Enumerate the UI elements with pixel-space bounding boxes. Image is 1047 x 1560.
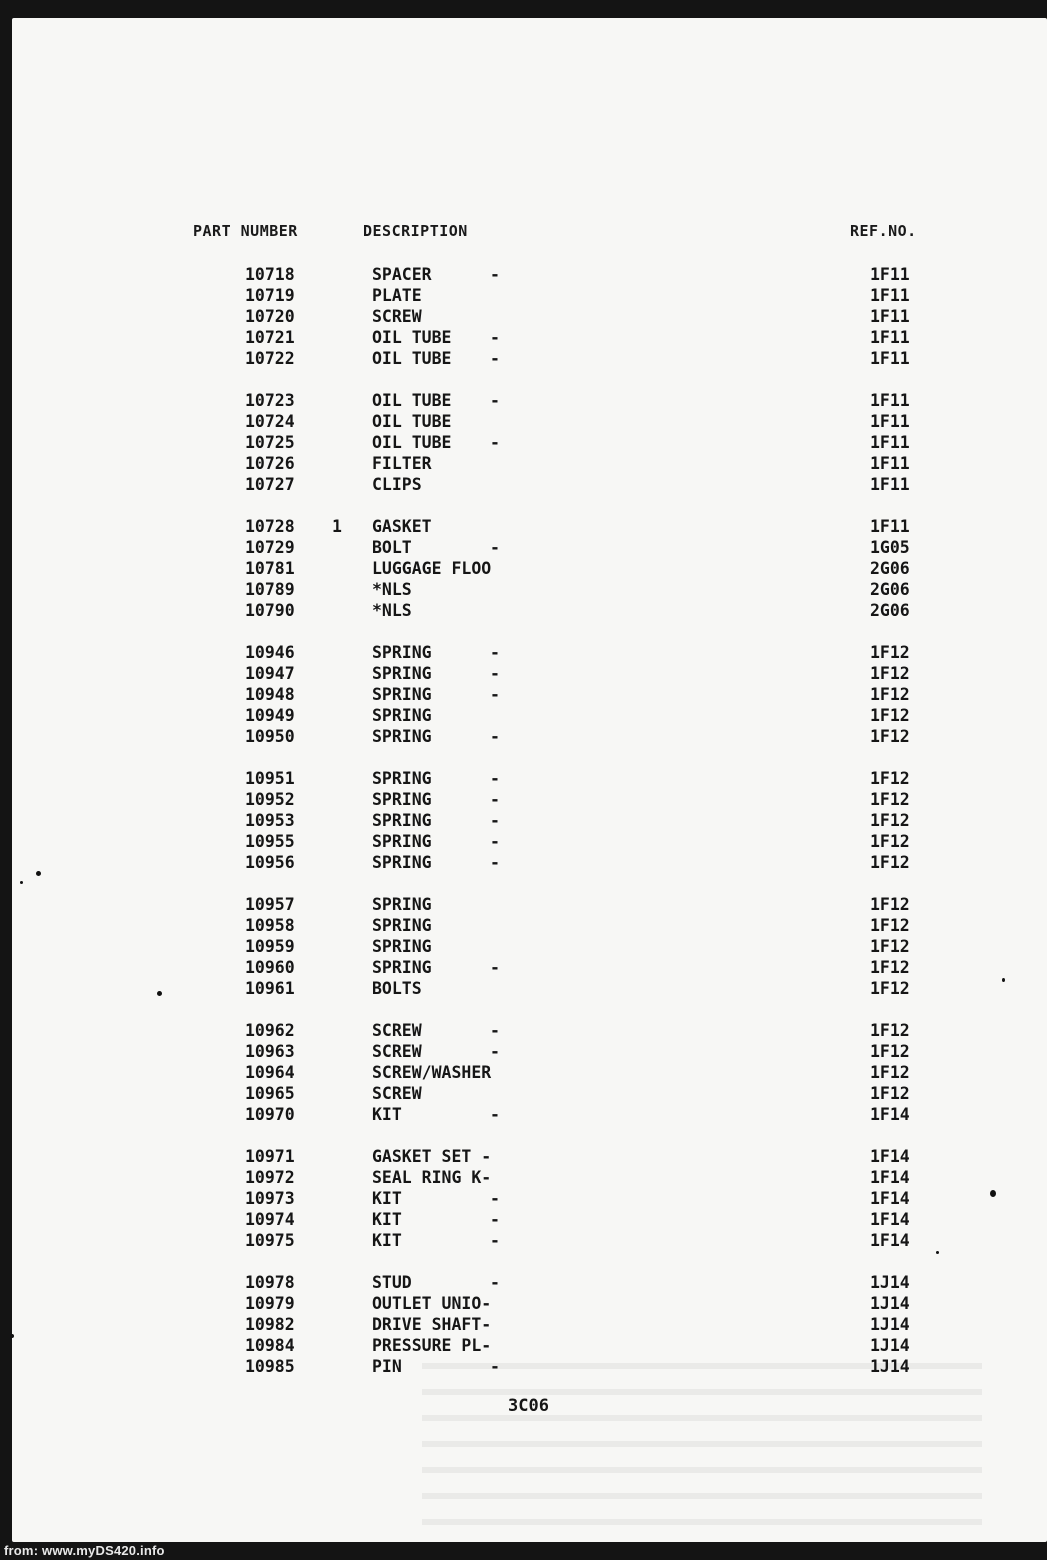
dash-mark: - <box>490 811 500 830</box>
part-number: 10721 <box>245 328 295 347</box>
part-number: 10723 <box>245 391 295 410</box>
table-row <box>12 1230 1047 1251</box>
scan-speck <box>157 991 162 996</box>
header-ref-no: REF.NO. <box>850 222 917 240</box>
ref-no: 1F12 <box>870 916 910 935</box>
ref-no: 1F12 <box>870 1084 910 1103</box>
scan-speck <box>10 1334 14 1338</box>
table-row <box>12 579 1047 600</box>
row-group <box>12 1272 1047 1377</box>
row-group <box>12 1146 1047 1251</box>
dash-mark: - <box>490 433 500 452</box>
description: PLATE <box>372 286 422 305</box>
dash-mark: - <box>490 1231 500 1250</box>
ref-no: 2G06 <box>870 601 910 620</box>
description: SPRING <box>372 664 432 683</box>
table-row <box>12 684 1047 705</box>
ref-no: 1F11 <box>870 454 910 473</box>
part-number: 10965 <box>245 1084 295 1103</box>
row-group <box>12 1020 1047 1125</box>
description: BOLT <box>372 538 412 557</box>
part-number: 10781 <box>245 559 295 578</box>
ref-no: 1J14 <box>870 1357 910 1376</box>
ref-no: 1F14 <box>870 1147 910 1166</box>
table-row <box>12 453 1047 474</box>
part-number: 10727 <box>245 475 295 494</box>
description: KIT <box>372 1210 402 1229</box>
ref-no: 1F11 <box>870 349 910 368</box>
description: SPRING <box>372 937 432 956</box>
table-row <box>12 327 1047 348</box>
description: SPRING <box>372 916 432 935</box>
part-number: 10722 <box>245 349 295 368</box>
part-number: 10720 <box>245 307 295 326</box>
part-number: 10984 <box>245 1336 295 1355</box>
description: FILTER <box>372 454 432 473</box>
dash-mark: - <box>490 1357 500 1376</box>
table-row <box>12 894 1047 915</box>
dash-mark: - <box>490 685 500 704</box>
ref-no: 1F12 <box>870 832 910 851</box>
table-row <box>12 726 1047 747</box>
row-group <box>12 516 1047 621</box>
ref-no: 1F12 <box>870 1042 910 1061</box>
part-number: 10953 <box>245 811 295 830</box>
description: SCREW <box>372 1084 422 1103</box>
ref-no: 1F11 <box>870 412 910 431</box>
part-number: 10728 <box>245 517 295 536</box>
table-row <box>12 768 1047 789</box>
description: SPRING <box>372 832 432 851</box>
row-group <box>12 264 1047 369</box>
table-row <box>12 1146 1047 1167</box>
ref-no: 1F12 <box>870 895 910 914</box>
table-row <box>12 1356 1047 1377</box>
scan-speck <box>936 1251 939 1254</box>
description: PIN <box>372 1357 402 1376</box>
ref-no: 1F12 <box>870 769 910 788</box>
ref-no: 1J14 <box>870 1294 910 1313</box>
scan-speck <box>36 871 41 876</box>
ref-no: 1J14 <box>870 1273 910 1292</box>
part-number: 10957 <box>245 895 295 914</box>
ref-no: 1F14 <box>870 1210 910 1229</box>
description: OIL TUBE <box>372 391 452 410</box>
table-row <box>12 264 1047 285</box>
table-row <box>12 1104 1047 1125</box>
description: SCREW <box>372 1021 422 1040</box>
table-row <box>12 1041 1047 1062</box>
dash-mark: - <box>490 643 500 662</box>
dash-mark: - <box>490 265 500 284</box>
ref-no: 1F14 <box>870 1231 910 1250</box>
ref-no: 1F12 <box>870 937 910 956</box>
part-number: 10950 <box>245 727 295 746</box>
description: OUTLET UNIO- <box>372 1294 492 1313</box>
ref-no: 1F11 <box>870 307 910 326</box>
ref-no: 1F11 <box>870 391 910 410</box>
dash-mark: - <box>490 790 500 809</box>
table-row <box>12 1062 1047 1083</box>
description: KIT <box>372 1105 402 1124</box>
table-row <box>12 558 1047 579</box>
description: STUD <box>372 1273 412 1292</box>
part-number: 10952 <box>245 790 295 809</box>
part-number: 10948 <box>245 685 295 704</box>
table-row <box>12 810 1047 831</box>
description: SCREW/WASHER <box>372 1063 492 1082</box>
description: KIT <box>372 1189 402 1208</box>
table-row <box>12 852 1047 873</box>
part-number: 10789 <box>245 580 295 599</box>
part-number: 10971 <box>245 1147 295 1166</box>
ref-no: 1F12 <box>870 685 910 704</box>
row-group <box>12 642 1047 747</box>
dash-mark: - <box>490 1273 500 1292</box>
ref-no: 1F12 <box>870 1063 910 1082</box>
dash-mark: - <box>490 832 500 851</box>
table-row <box>12 642 1047 663</box>
ref-no: 1F12 <box>870 790 910 809</box>
description: SPACER <box>372 265 432 284</box>
part-number: 10978 <box>245 1273 295 1292</box>
part-number: 10726 <box>245 454 295 473</box>
ref-no: 1J14 <box>870 1315 910 1334</box>
part-number: 10951 <box>245 769 295 788</box>
ref-no: 1F14 <box>870 1105 910 1124</box>
ref-no: 1G05 <box>870 538 910 557</box>
table-row <box>12 957 1047 978</box>
table-row <box>12 789 1047 810</box>
document-page <box>12 18 1047 1542</box>
ref-no: 2G06 <box>870 580 910 599</box>
description: SPRING <box>372 811 432 830</box>
part-number: 10955 <box>245 832 295 851</box>
part-number: 10725 <box>245 433 295 452</box>
dash-mark: - <box>490 1189 500 1208</box>
description: SPRING <box>372 643 432 662</box>
description: OIL TUBE <box>372 433 452 452</box>
part-number: 10947 <box>245 664 295 683</box>
part-number: 10790 <box>245 601 295 620</box>
ref-no: 1F12 <box>870 664 910 683</box>
table-row <box>12 474 1047 495</box>
dash-mark: - <box>490 538 500 557</box>
table-row <box>12 1335 1047 1356</box>
scan-speck <box>990 1190 996 1197</box>
ref-no: 1F12 <box>870 643 910 662</box>
dash-mark: - <box>490 1105 500 1124</box>
ref-no: 1J14 <box>870 1336 910 1355</box>
dash-mark: - <box>490 853 500 872</box>
part-number: 10979 <box>245 1294 295 1313</box>
part-number: 10961 <box>245 979 295 998</box>
part-number: 10982 <box>245 1315 295 1334</box>
parts-list <box>12 264 1047 1398</box>
description: CLIPS <box>372 475 422 494</box>
description: *NLS <box>372 580 412 599</box>
part-number: 10946 <box>245 643 295 662</box>
ref-no: 1F11 <box>870 517 910 536</box>
ref-no: 1F12 <box>870 727 910 746</box>
description: OIL TUBE <box>372 349 452 368</box>
description: DRIVE SHAFT- <box>372 1315 492 1334</box>
ref-no: 1F12 <box>870 853 910 872</box>
table-row <box>12 600 1047 621</box>
table-row <box>12 705 1047 726</box>
part-number: 10985 <box>245 1357 295 1376</box>
part-number: 10970 <box>245 1105 295 1124</box>
ref-no: 1F12 <box>870 979 910 998</box>
table-row <box>12 1188 1047 1209</box>
description: SPRING <box>372 895 432 914</box>
part-number: 10972 <box>245 1168 295 1187</box>
description: OIL TUBE <box>372 412 452 431</box>
table-row <box>12 285 1047 306</box>
part-number: 10718 <box>245 265 295 284</box>
part-number: 10724 <box>245 412 295 431</box>
table-row <box>12 915 1047 936</box>
header-part-number: PART NUMBER <box>193 222 298 240</box>
ref-no: 1F11 <box>870 286 910 305</box>
dash-mark: - <box>490 727 500 746</box>
table-row <box>12 390 1047 411</box>
ref-no: 1F12 <box>870 958 910 977</box>
part-number: 10963 <box>245 1042 295 1061</box>
table-row <box>12 1209 1047 1230</box>
row-group <box>12 768 1047 873</box>
ref-no: 1F11 <box>870 328 910 347</box>
table-row <box>12 516 1047 537</box>
dash-mark: - <box>490 1210 500 1229</box>
table-row <box>12 1020 1047 1041</box>
source-watermark: from: www.myDS420.info <box>4 1543 165 1558</box>
ref-no: 1F12 <box>870 1021 910 1040</box>
row-group <box>12 390 1047 495</box>
part-number: 10964 <box>245 1063 295 1082</box>
table-row <box>12 1083 1047 1104</box>
part-number: 10960 <box>245 958 295 977</box>
part-number: 10729 <box>245 538 295 557</box>
part-number: 10959 <box>245 937 295 956</box>
description: GASKET <box>372 517 432 536</box>
part-number: 10962 <box>245 1021 295 1040</box>
ref-no: 1F11 <box>870 265 910 284</box>
description: SPRING <box>372 706 432 725</box>
table-row <box>12 978 1047 999</box>
page-code: 3C06 <box>508 1396 549 1416</box>
part-number: 10956 <box>245 853 295 872</box>
ref-no: 1F14 <box>870 1189 910 1208</box>
description: OIL TUBE <box>372 328 452 347</box>
part-number: 10974 <box>245 1210 295 1229</box>
ref-no: 2G06 <box>870 559 910 578</box>
scan-speck <box>20 881 23 884</box>
ref-no: 1F11 <box>870 475 910 494</box>
description: SPRING <box>372 685 432 704</box>
description: LUGGAGE FLOO <box>372 559 492 578</box>
table-row <box>12 306 1047 327</box>
description: SEAL RING K- <box>372 1168 492 1187</box>
table-row <box>12 1293 1047 1314</box>
quantity: 1 <box>332 517 342 536</box>
part-number: 10949 <box>245 706 295 725</box>
description: BOLTS <box>372 979 422 998</box>
table-row <box>12 1314 1047 1335</box>
table-row <box>12 411 1047 432</box>
ref-no: 1F12 <box>870 706 910 725</box>
header-description: DESCRIPTION <box>363 222 468 240</box>
table-row <box>12 348 1047 369</box>
part-number: 10973 <box>245 1189 295 1208</box>
dash-mark: - <box>490 391 500 410</box>
dash-mark: - <box>490 664 500 683</box>
part-number: 10975 <box>245 1231 295 1250</box>
table-row <box>12 1167 1047 1188</box>
description: *NLS <box>372 601 412 620</box>
ref-no: 1F14 <box>870 1168 910 1187</box>
table-row <box>12 1272 1047 1293</box>
row-group <box>12 894 1047 999</box>
description: PRESSURE PL- <box>372 1336 492 1355</box>
dash-mark: - <box>490 1021 500 1040</box>
table-row <box>12 663 1047 684</box>
table-row <box>12 537 1047 558</box>
dash-mark: - <box>490 958 500 977</box>
part-number: 10958 <box>245 916 295 935</box>
description: SPRING <box>372 769 432 788</box>
description: SCREW <box>372 1042 422 1061</box>
dash-mark: - <box>490 328 500 347</box>
table-row <box>12 936 1047 957</box>
description: GASKET SET - <box>372 1147 492 1166</box>
description: SPRING <box>372 790 432 809</box>
scan-speck <box>1002 978 1005 982</box>
table-row <box>12 831 1047 852</box>
dash-mark: - <box>490 769 500 788</box>
dash-mark: - <box>490 349 500 368</box>
table-row <box>12 432 1047 453</box>
description: SPRING <box>372 958 432 977</box>
part-number: 10719 <box>245 286 295 305</box>
description: SPRING <box>372 727 432 746</box>
ref-no: 1F12 <box>870 811 910 830</box>
dash-mark: - <box>490 1042 500 1061</box>
ref-no: 1F11 <box>870 433 910 452</box>
description: SPRING <box>372 853 432 872</box>
description: SCREW <box>372 307 422 326</box>
description: KIT <box>372 1231 402 1250</box>
